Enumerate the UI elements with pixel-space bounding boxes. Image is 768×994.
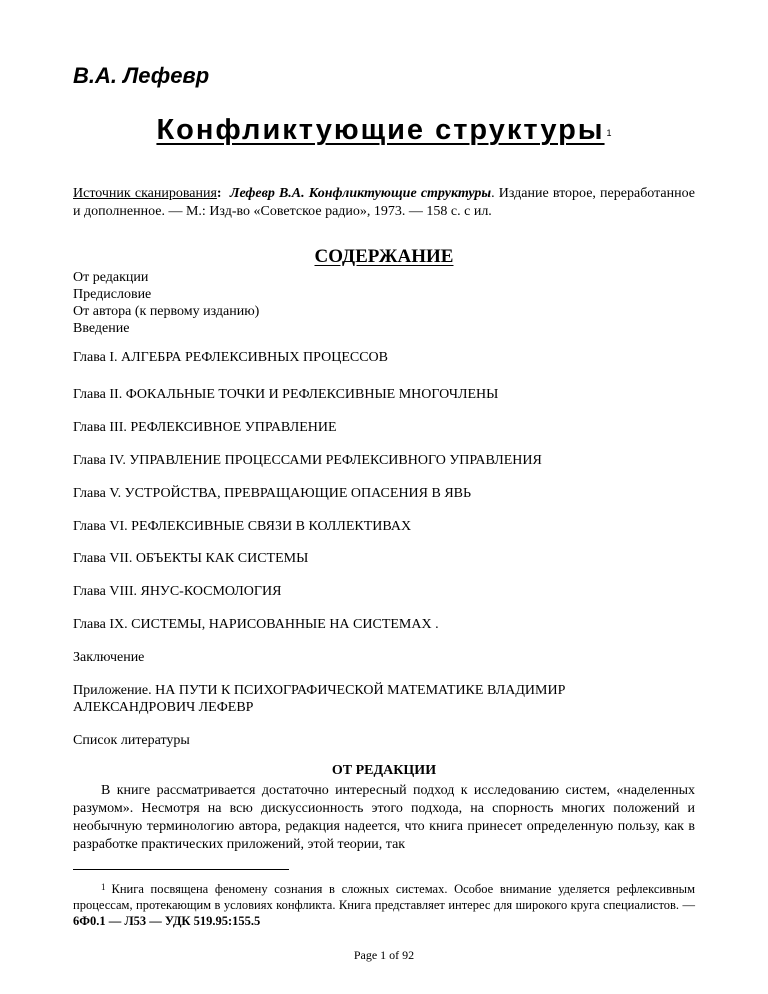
toc-item[interactable]: Глава II. ФОКАЛЬНЫЕ ТОЧКИ И РЕФЛЕКСИВНЫЕ МНОГОЧЛЕНЫ bbox=[73, 387, 499, 402]
toc-item[interactable]: Глава VIII. ЯНУС-КОСМОЛОГИЯ bbox=[73, 584, 282, 599]
author-name: В.А. Лефевр bbox=[73, 63, 210, 88]
section-heading: ОТ РЕДАКЦИИ bbox=[331, 763, 437, 778]
toc-item[interactable]: От автора (к первому изданию) bbox=[73, 304, 260, 319]
toc-item-continuation[interactable]: АЛЕКСАНДРОВИЧ ЛЕФЕВР bbox=[73, 700, 254, 715]
toc-item[interactable]: Заключение bbox=[73, 650, 145, 665]
toc-item[interactable]: Глава IX. СИСТЕМЫ, НАРИСОВАННЫЕ НА СИСТЕМАХ . bbox=[73, 617, 439, 632]
document-title bbox=[0, 114, 768, 147]
footnote-separator bbox=[73, 869, 289, 870]
toc-item[interactable]: Список литературы bbox=[73, 733, 190, 748]
toc-item[interactable]: От редакции bbox=[73, 270, 149, 285]
toc-item[interactable]: Введение bbox=[73, 321, 130, 336]
source-colon: : bbox=[216, 186, 222, 201]
title-footnote-mark: 1 bbox=[606, 128, 612, 138]
source-details: . Издание второе, переработанное и дополненное. — М.: Изд-во «Советское радио», 1973. — 158 с. с ил. bbox=[73, 186, 695, 219]
toc-item[interactable]: Глава VII. ОБЪЕКТЫ КАК СИСТЕМЫ bbox=[73, 551, 309, 566]
footnote-number: 1 bbox=[101, 882, 106, 892]
footnote-text: Книга посвящена феномену сознания в сложных системах. Особое внимание уделяется рефлексивным процессам, протекающим в условиях конфликта. Книга представляет интерес для широкого круга специалистов. — bbox=[73, 882, 695, 912]
footnote-codes: 6Ф0.1 — Л53 — УДК 519.95:155.5 bbox=[73, 914, 261, 928]
source-note bbox=[73, 185, 695, 221]
toc-item[interactable]: Глава III. РЕФЛЕКСИВНОЕ УПРАВЛЕНИЕ bbox=[73, 420, 337, 435]
toc-item[interactable]: Приложение. НА ПУТИ К ПСИХОГРАФИЧЕСКОЙ МАТЕМАТИКЕ ВЛАДИМИР bbox=[73, 683, 566, 698]
toc-item[interactable]: Глава VI. РЕФЛЕКСИВНЫЕ СВЯЗИ В КОЛЛЕКТИВАХ bbox=[73, 519, 412, 534]
contents-heading-text: СОДЕРЖАНИЕ bbox=[314, 246, 454, 267]
section-paragraph: В книге рассматривается достаточно интересный подход к исследованию систем, «наделенных разумом». Несмотря на всю дискуссионность этого подхода, на спорность многих положений и необычную терминологию автора, редакция надеется, что книга принесет определенную пользу, как в разработке практических приложений, этой теории, так bbox=[73, 783, 695, 852]
toc-item[interactable]: Глава V. УСТРОЙСТВА, ПРЕВРАЩАЮЩИЕ ОПАСЕНИЯ В ЯВЬ bbox=[73, 486, 472, 501]
toc-item[interactable]: Предисловие bbox=[73, 287, 152, 302]
contents-heading bbox=[0, 246, 768, 268]
title-text: Конфликтующие структуры bbox=[156, 114, 605, 146]
toc-item[interactable]: Глава I. АЛГЕБРА РЕФЛЕКСИВНЫХ ПРОЦЕССОВ bbox=[73, 350, 388, 365]
source-book: Лефевр В.А. Конфликтующие структуры bbox=[229, 186, 492, 201]
footnote bbox=[73, 881, 695, 929]
toc-item[interactable]: Глава IV. УПРАВЛЕНИЕ ПРОЦЕССАМИ РЕФЛЕКСИВНОГО УПРАВЛЕНИЯ bbox=[73, 453, 542, 468]
page-number: Page 1 of 92 bbox=[353, 948, 415, 962]
source-label: Источник сканирования bbox=[73, 186, 217, 201]
